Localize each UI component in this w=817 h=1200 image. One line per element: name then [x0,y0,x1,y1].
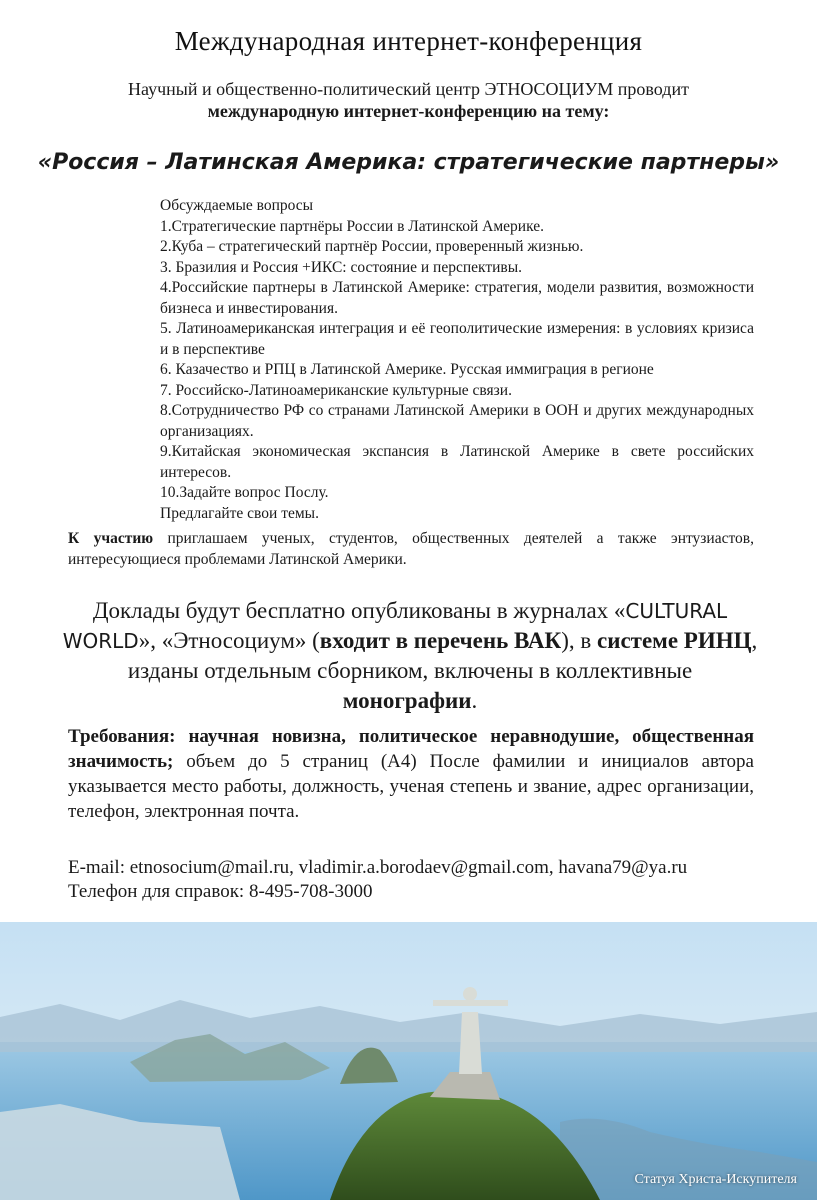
rio-photo [0,922,817,1200]
invitation-paragraph [68,528,754,570]
question-item: 2.Куба – стратегический партнёр России, проверенный жизнью. [160,238,584,255]
questions-list [160,196,754,524]
questions-heading: Обсуждаемые вопросы [160,197,314,214]
requirements-paragraph [68,724,754,824]
question-item: 10.Задайте вопрос Послу. [160,484,329,501]
contact-phone: Телефон для справок: 8-495-708-3000 [68,881,373,902]
photo-caption: Статуя Христа-Искупителя [634,1172,797,1187]
contacts-block [68,856,768,904]
intro-line-2: международную интернет-конференцию на тему: [207,101,610,121]
publish-text-4: , изданы отдельным сборником, включены в коллективные [127,628,758,683]
vak-note: входит в перечень ВАК [319,628,562,653]
journal-name: CULTURAL WORLD [62,599,728,653]
statue-body [459,1012,482,1074]
publish-text-2: », «Этносоциум» ( [138,628,320,653]
publish-text-3: ), в [561,628,597,653]
requirements-lead: Требования: научная новизна, политическое неравнодушие, общественная значимость; [68,726,754,772]
publication-paragraph [60,596,760,716]
intro-text [0,78,817,122]
question-item: 3. Бразилия и Россия +ИКС: состояние и перспективы. [160,258,523,276]
intro-line-1: Научный и общественно-политический центр ЭТНОСОЦИУМ проводит [128,79,689,99]
requirements-text: объем до 5 страниц (А4) После фамилии и инициалов автора указывается место работы, должность, ученая степень и звание, адрес организации, телефон, электронная почта. [68,751,754,822]
publish-text-5: . [471,688,478,713]
contact-emails: E-mail: etnosocium@mail.ru, vladimir.a.borodaev@gmail.com, havana79@ya.ru [68,857,688,878]
rinc-note: системе РИНЦ [596,628,752,653]
question-item: 8.Сотрудничество РФ со странами Латинской Америки в ООН и других международных организациях. [160,402,754,440]
question-item: 6. Казачество и РПЦ в Латинской Америке. Русская иммиграция в регионе [160,361,654,378]
question-item: Предлагайте свои темы. [160,504,319,522]
question-item: 4.Российские партнеры в Латинской Америке: стратегия, модели развития, возможности бизнеса и инвестирования. [160,279,754,317]
invitation-lead: К участию [68,530,154,547]
publish-text-1: Доклады будут бесплатно опубликованы в журналах « [92,598,626,623]
question-item: 5. Латиноамериканская интеграция и её геополитические измерения: в условиях кризиса и в перспективе [160,320,754,358]
page-title: Международная интернет-конференция [174,26,643,56]
monographs-note: монографии [342,688,472,713]
invitation-text: приглашаем ученых, студентов, общественных деятелей а также энтузиастов, интересующиеся проблемами Латинской Америки. [68,530,755,568]
christ-redeemer-illustration [0,922,817,1200]
question-item: 9.Китайская экономическая экспансия в Латинской Америке в свете российских интересов. [160,443,754,481]
question-item: 7. Российско-Латиноамериканские культурные связи. [160,381,512,399]
conference-topic: «Россия – Латинская Америка: стратегические партнеры» [37,150,780,175]
statue-head [463,987,477,1001]
question-item: 1.Стратегические партнёры России в Латинской Америке. [160,217,544,235]
